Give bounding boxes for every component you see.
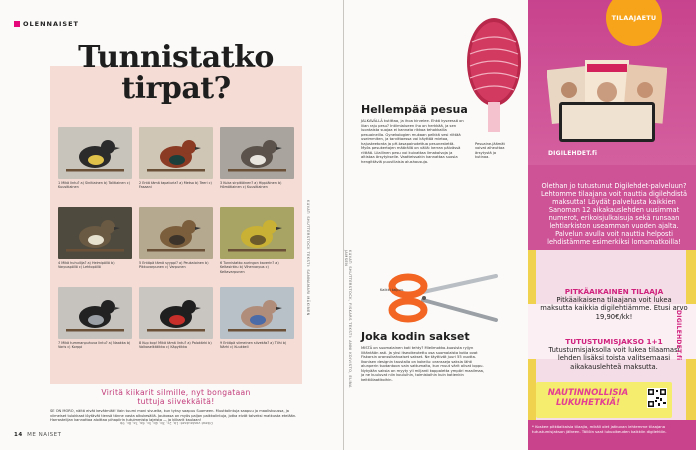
quiz-item — [58, 127, 132, 190]
bird-marking — [250, 315, 266, 325]
article-body-2: MISTÄ on suomalainen koti tehty? Mielimokko-kuosista ryijyn liitäntään asti. Ja yksi itseoikeutettu osa suomalaista kotia ovat Fiskarsin oranssikahvaiset sakset. Ne täyttivät juuri 55 vuotta. Ikonisen designin taustalla on kokeilu: oransseja saksia lähti alunperin tuotantoon vain sattumalta, kun muut värit olivat loppu. Nykyään saksia on myyty yli miljardi kappaletta ympäri maailmaa, ja ne kuuluvat niin kouluihin, toimistoihin kuin kotienkin keittiölaatikoihin. — [361, 346, 485, 382]
offer-text: Pitkäaikaisena tilaajana voit lukea maksutta kaikkia digilehtiämme. Etusi arvo 19,90€/kk! — [540, 296, 688, 321]
section-label: OLENNAISET — [14, 20, 79, 28]
branch — [147, 169, 205, 172]
bird-marking — [88, 315, 104, 325]
quiz-item — [58, 207, 132, 270]
offer-trial — [540, 338, 688, 371]
bird-illustration — [58, 287, 132, 339]
branch — [66, 329, 124, 332]
scissors-illustration — [378, 270, 498, 328]
ad-slogan: NAUTINNOLLISIA LUKUHETKIÄ! — [547, 388, 629, 408]
quiz-item — [139, 287, 213, 350]
bird-beak — [276, 227, 282, 230]
bird-illustration — [139, 127, 213, 179]
bird-marking — [169, 235, 185, 245]
photo-credit-2: KUVAT: SHUTTERSTOCK, FISKARS TEKSTI: ANNI KOIVISTO, ELINA JAMSEN — [344, 250, 352, 388]
branch — [228, 249, 286, 252]
quiz-body-text: SE ON MORO, näitä eivät kevätmiät! Vain tuumi moni sivuelta, kun tyksy saapuu Suomeen. Muuttolintuja saapuu jo maaliskuussa, ja viimeiset tulokkaat löytävät tiensä tänne vasta alkukesällä. Joukossa on myös paljon paikkalintuja, jotka eivät talveksi matkusta etelään. Harrastelijan kannattaa aloittaa pihapiirin tutuimmista lajeista — ja kiikarit kaulaan! — [50, 409, 297, 422]
bird-beak — [195, 227, 201, 230]
offer-title: PITKÄAIKAINEN TILAAJA — [564, 287, 664, 296]
talitiainen-photo — [58, 127, 132, 179]
page-title: Tunnistatko tirpat? — [78, 40, 274, 106]
quiz-caption: 8 Kup kop! Mikä tämä lintu? a) Palokärki b) Valkoselkätikka c) Käpytikka — [139, 341, 212, 350]
quiz-item — [220, 207, 294, 274]
bird-head — [101, 140, 115, 154]
offer-title: TUTUSTUMISJAKSO 1+1 — [565, 337, 663, 346]
scissors-caption: Kaikki taipuu. — [380, 288, 405, 292]
bird-illustration — [220, 207, 294, 259]
quiz-answers: Oikeat vastaukset: 1b, 2c, 3b, 4b, 5c, 6a, 7a, 8c, 9b — [120, 421, 214, 425]
bird-head — [263, 300, 277, 314]
bird-beak — [114, 147, 120, 150]
pöllö-photo — [58, 207, 132, 259]
bird-head — [101, 300, 115, 314]
pink-wash-bubble-illustration — [466, 14, 522, 134]
branch — [228, 329, 286, 332]
branch — [66, 169, 124, 172]
bird-illustration — [58, 207, 132, 259]
naakka-photo — [58, 287, 132, 339]
offer-text: Tutustumisjaksolla voit lukea tilaamasi lehden lisäksi toista valitsemaasi aikakauslehteä maksutta. — [548, 346, 680, 371]
bird-illustration — [139, 287, 213, 339]
ad-footnote: * Koskee pitkäaikaisia tilaajia, mikäli olet jatkuvan lehtemme tilaajana tutustumisjakson jälkeen. Tällöin saat lukuoikeuden kaikkiin digilehtiin. — [532, 424, 667, 434]
bird-marking — [250, 155, 266, 165]
offer-long-term — [540, 288, 688, 321]
section-marker — [14, 21, 20, 27]
bird-marking — [169, 315, 185, 325]
bird-illustration — [139, 207, 213, 259]
keltasirkku-photo — [220, 207, 294, 259]
article-heading-2: Joka kodin sakset — [361, 330, 470, 343]
quiz-caption: 9 Entäpä viimeinen siivekäs? a) Tilhi b) Närhi c) Kuukkeli — [220, 341, 287, 350]
quiz-caption: 2 Entä tämä tapaturia? a) Metso b) Teeri c) Fasaani — [139, 181, 212, 190]
bird-beak — [114, 307, 120, 310]
varpunen-photo — [139, 207, 213, 259]
quiz-item — [220, 287, 294, 350]
bird-beak — [276, 307, 282, 310]
quiz-item — [58, 287, 132, 350]
bird-marking — [88, 235, 104, 245]
magazine-covers-illustration — [547, 60, 667, 148]
branch — [66, 249, 124, 252]
quiz-item — [139, 207, 213, 270]
bird-beak — [114, 227, 120, 230]
ad-side-logo: DIGILEHDET.fi — [675, 310, 682, 361]
bird-illustration — [220, 287, 294, 339]
bird-illustration — [220, 127, 294, 179]
bird-head — [263, 220, 277, 234]
article-heading: Hellempää pesua — [361, 103, 468, 116]
bird-head — [263, 140, 277, 154]
quiz-item — [139, 127, 213, 190]
bird-marking — [88, 155, 104, 165]
magazine-name: ME NAISET — [27, 432, 62, 438]
bird-beak — [195, 147, 201, 150]
fasaani-photo — [139, 127, 213, 179]
quiz-kicker: Viritä kiikarit silmille, nyt bongataan tuttuja siivekkäitä! — [101, 388, 251, 406]
ad-badge: TILAAJAETU — [606, 0, 662, 46]
bird-beak — [276, 147, 282, 150]
hömötiainen-photo — [220, 127, 294, 179]
quiz-caption: 1 Mikä lintu? a) Sinitiainen b) Talitiainen c) Kuusitiainen — [58, 181, 130, 190]
bird-marking — [250, 235, 266, 245]
quiz-caption: 7 Mikä tummanpuhuva lintu? a) Naakka b) Varis c) Korppi — [58, 341, 131, 350]
bird-head — [101, 220, 115, 234]
digilehdet-logo: DIGILEHDET.fi — [548, 150, 598, 157]
quiz-caption: 3 Kuka sirpitiäinen? a) Hippiäinen b) Hömötiainen c) Kuusitiainen — [220, 181, 282, 190]
page-number: 14 — [14, 432, 23, 438]
bird-illustration — [58, 127, 132, 179]
qr-code-icon[interactable] — [647, 388, 667, 408]
bird-marking — [169, 155, 185, 165]
branch — [228, 169, 286, 172]
bird-head — [182, 140, 196, 154]
käpytikka-photo — [139, 287, 213, 339]
article-body: JALKAVÄLLÄ kutittaa, ja ihoa kirvelee. Ehkä kyseessä on liian raju pesu? Intiimialueen iho on herkkää, ja sen luontaista suojaa ei kannata rikkoa tehokkailla pesuaineilla. Gynekologien mukaan pelkkä vesi riittää useimmiten, ja tarvittaessa voi käyttää mietoa, hajusteetonta ja pH-tasapainotettua pesunestettä. Myös pesukertojen määrällä on väliä: kerran päivässä riittää. Liiallinen pesu voi kuivattaa limakalvoja ja altistaa ärsytykselle. Vaatteissakin kannattaa suosia hengittäviä puuvillaisia alushousuja. — [361, 119, 464, 164]
quiz-caption: 6 Tunnistatko auringon kaverin? a) Keltasirkku b) Vihervarpus c) Keltavarpunen — [220, 261, 279, 274]
branch — [147, 329, 205, 332]
quiz-caption: 5 Entäpä tämä syyppi? a) Peukaloinen b) Pikkuvarpunen c) Varpunen — [139, 261, 209, 270]
bird-head — [182, 220, 196, 234]
branch — [147, 249, 205, 252]
närhi-photo — [220, 287, 294, 339]
ad-lead-text: Olethan jo tutustunut Digilehdet-palveluun? Lehtomme tilaajana voit nauttia digilehdistä maksutta! Löydät palvelusta kaikkien Sanoman 12 aikakauslehden uusimmat numerot, erikoisjulkaisuja sekä runsaan lehtiarkiston useamman vuoden ajalta. Palvelun avulla voit nauttia helposti lehdistämme esimerkiksi lomamatkoilla! — [540, 182, 688, 246]
bird-beak — [195, 307, 201, 310]
page-footer — [14, 432, 61, 438]
bubble-caption: Pesuaine-jäämät voivat aiheuttaa ärsytystä ja kutinaa. — [475, 142, 505, 159]
quiz-caption: 4 Mikä huhuilija? a) Helmipöllö b) Varpuspöllö c) Lehtopöllö — [58, 261, 115, 270]
photo-credit: KUVAT: SHUTTERSTOCK TEKSTI: SANNAMARI MÄKINEN — [306, 200, 310, 316]
bird-head — [182, 300, 196, 314]
quiz-item — [220, 127, 294, 190]
